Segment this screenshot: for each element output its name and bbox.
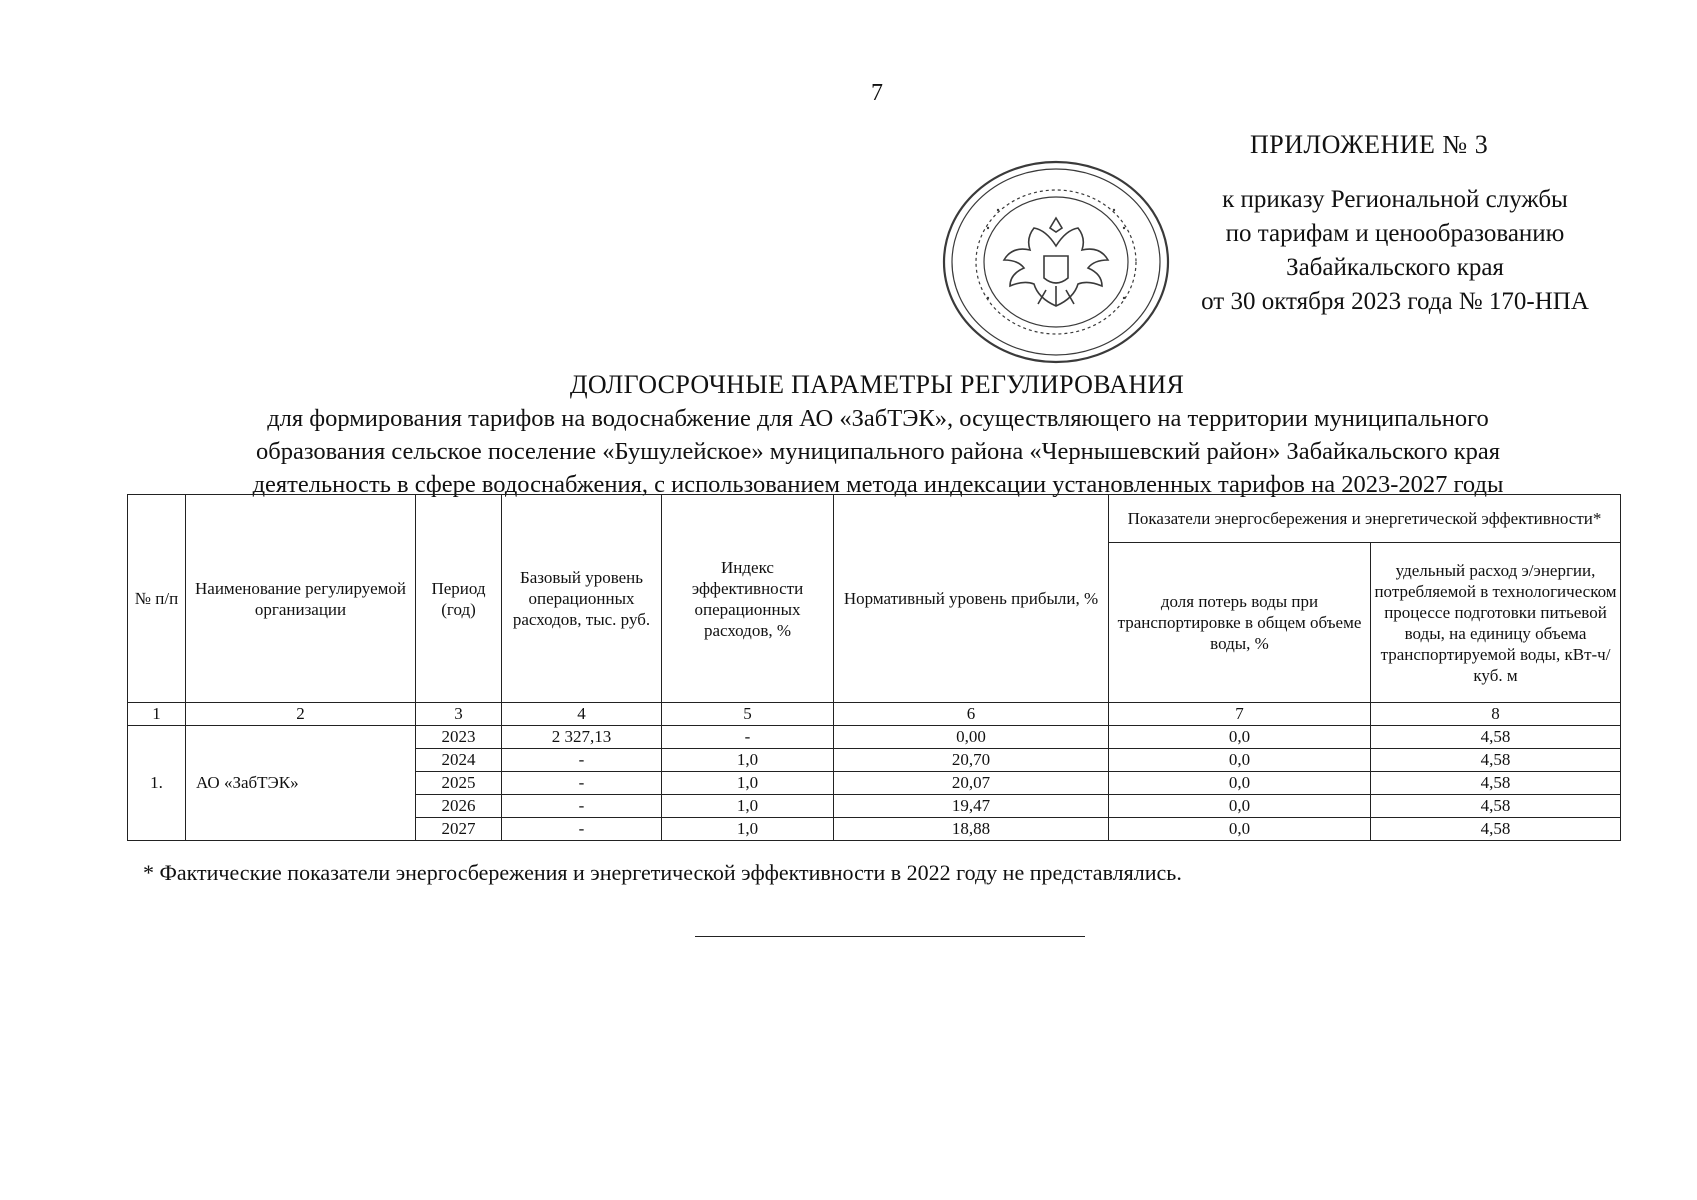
appendix-line: к приказу Региональной службы — [1222, 186, 1568, 213]
cell-base: - — [502, 772, 662, 795]
appendix-line: от 30 октября 2023 года № 170-НПА — [1201, 288, 1589, 315]
page-number: 7 — [871, 80, 883, 106]
cell-base: 2 327,13 — [502, 726, 662, 749]
column-number: 7 — [1109, 703, 1371, 726]
column-number: 5 — [662, 703, 834, 726]
document-title: ДОЛГОСРОЧНЫЕ ПАРАМЕТРЫ РЕГУЛИРОВАНИЯ — [569, 370, 1185, 399]
footnote: * Фактические показатели энергосбережения и энергетической эффективности в 2022 году не представлялись. — [143, 860, 1182, 885]
header-efficiency-index: Индекс эффективности операционных расходов, % — [662, 495, 834, 703]
cell-losses: 0,0 — [1109, 749, 1371, 772]
cell-base: - — [502, 818, 662, 841]
cell-base: - — [502, 795, 662, 818]
cell-losses: 0,0 — [1109, 818, 1371, 841]
official-seal-stamp — [938, 158, 1190, 366]
column-numbers-row — [128, 703, 1621, 726]
appendix-title: ПРИЛОЖЕНИЕ № 3 — [1250, 130, 1489, 159]
organization-name: АО «ЗабТЭК» — [186, 726, 416, 841]
appendix-lines — [1160, 183, 1630, 319]
cell-index: 1,0 — [662, 818, 834, 841]
header-specific-energy: удельный расход э/энергии, потребляемой в технологическом процессе подготовки питьевой воды, на единицу объема транспортируемой воды, кВт-ч/куб. м — [1371, 543, 1621, 703]
cell-index: 1,0 — [662, 772, 834, 795]
column-number: 8 — [1371, 703, 1621, 726]
cell-specific: 4,58 — [1371, 772, 1621, 795]
header-organization: Наименование регулируемой организации — [186, 495, 416, 703]
subtitle-line: для формирования тарифов на водоснабжение для АО «ЗабТЭК», осуществляющего на территории муниципального — [267, 405, 1489, 432]
row-number: 1. — [128, 726, 186, 841]
header-water-losses: доля потерь воды при транспортировке в общем объеме воды, % — [1109, 543, 1371, 703]
cell-base: - — [502, 749, 662, 772]
column-number: 6 — [834, 703, 1109, 726]
closing-divider-line — [695, 936, 1085, 937]
cell-specific: 4,58 — [1371, 749, 1621, 772]
table-row — [128, 726, 1621, 749]
column-number: 3 — [416, 703, 502, 726]
eagle-emblem-icon — [1004, 218, 1108, 306]
column-number: 1 — [128, 703, 186, 726]
header-energy-group: Показатели энергосбережения и энергетической эффективности* — [1109, 495, 1621, 543]
cell-year: 2027 — [416, 818, 502, 841]
cell-specific: 4,58 — [1371, 726, 1621, 749]
cell-losses: 0,0 — [1109, 795, 1371, 818]
header-num: № п/п — [128, 495, 186, 703]
appendix-line: Забайкальского края — [1286, 254, 1504, 281]
subtitle-line: образования сельское поселение «Бушулейское» муниципального района «Чернышевский район» Забайкальского края — [256, 438, 1500, 465]
cell-losses: 0,0 — [1109, 726, 1371, 749]
cell-losses: 0,0 — [1109, 772, 1371, 795]
column-number: 2 — [186, 703, 416, 726]
cell-specific: 4,58 — [1371, 818, 1621, 841]
column-number: 4 — [502, 703, 662, 726]
document-subtitle — [148, 402, 1608, 501]
cell-year: 2024 — [416, 749, 502, 772]
cell-index: 1,0 — [662, 749, 834, 772]
header-profit-level: Нормативный уровень прибыли, % — [834, 495, 1109, 703]
header-period: Период (год) — [416, 495, 502, 703]
cell-profit: 18,88 — [834, 818, 1109, 841]
header-base-level: Базовый уровень операционных расходов, тыс. руб. — [502, 495, 662, 703]
cell-profit: 0,00 — [834, 726, 1109, 749]
cell-index: - — [662, 726, 834, 749]
cell-profit: 20,07 — [834, 772, 1109, 795]
appendix-line: по тарифам и ценообразованию — [1225, 220, 1565, 247]
cell-index: 1,0 — [662, 795, 834, 818]
cell-year: 2023 — [416, 726, 502, 749]
subtitle-line: деятельность в сфере водоснабжения, с использованием метода индексации установленных тарифов на 2023-2027 годы — [252, 471, 1504, 498]
cell-profit: 20,70 — [834, 749, 1109, 772]
regulation-parameters-table — [127, 494, 1621, 841]
cell-specific: 4,58 — [1371, 795, 1621, 818]
cell-profit: 19,47 — [834, 795, 1109, 818]
cell-year: 2026 — [416, 795, 502, 818]
cell-year: 2025 — [416, 772, 502, 795]
